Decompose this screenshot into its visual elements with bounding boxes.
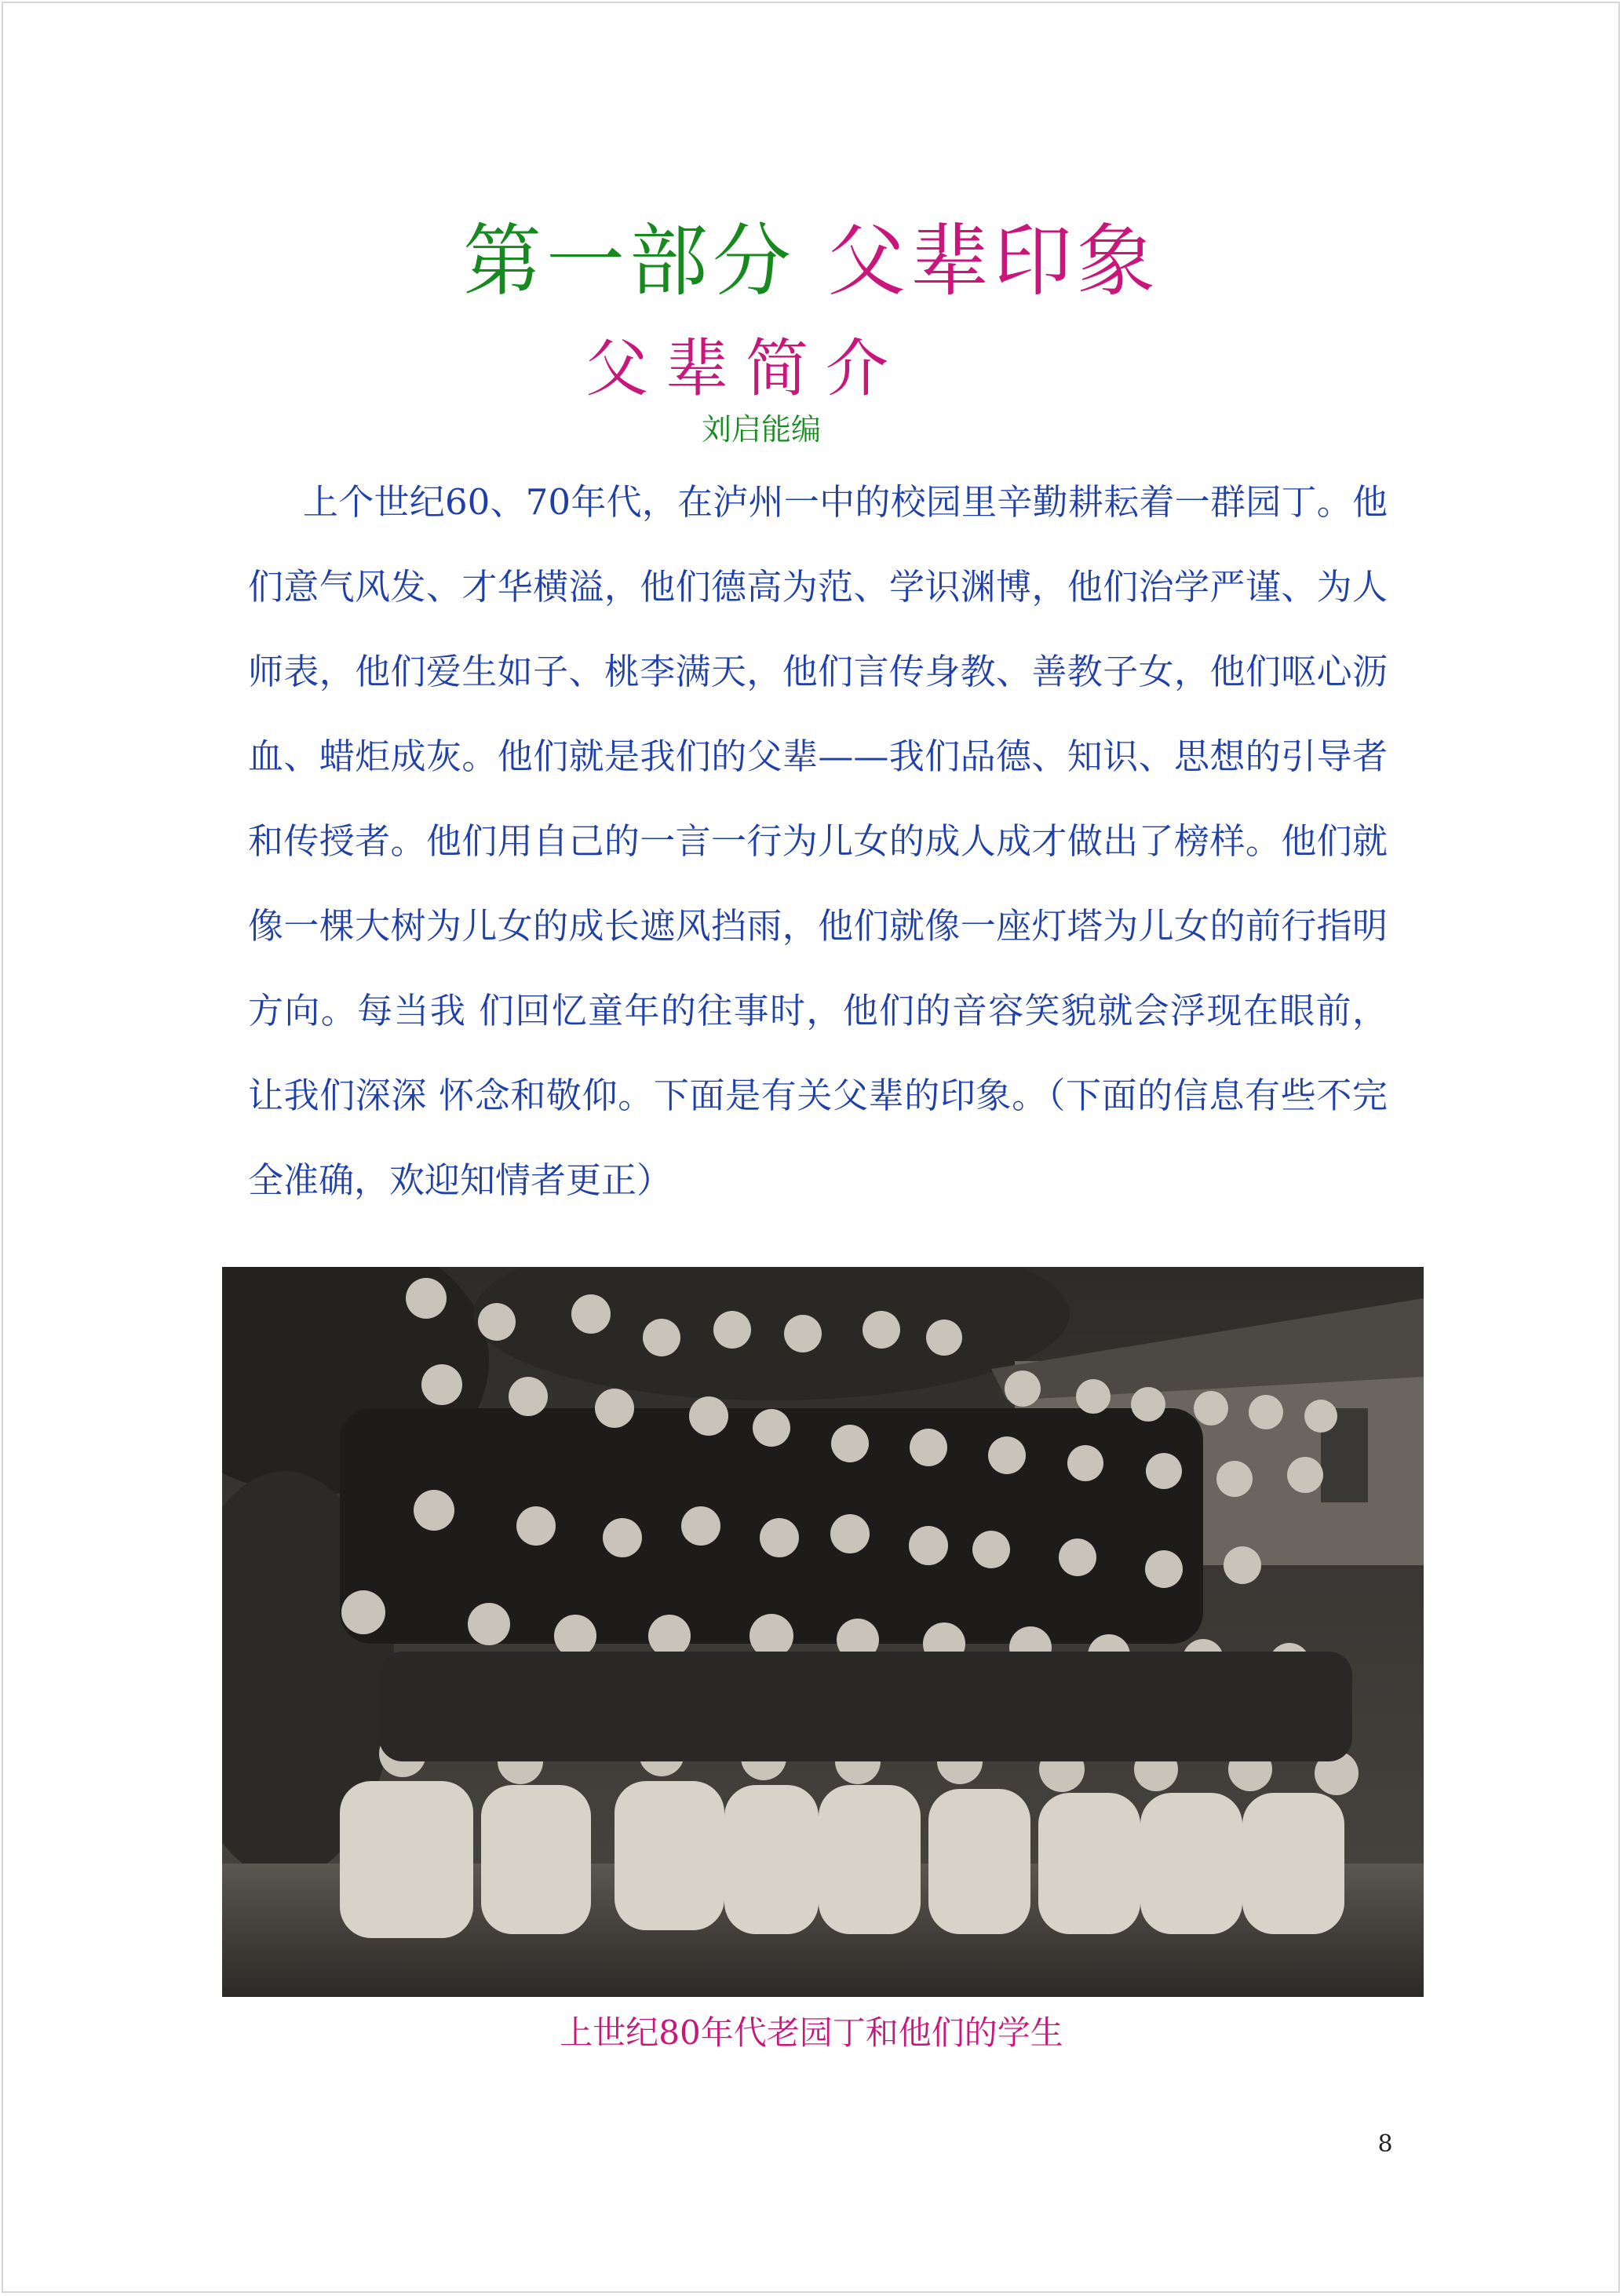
part-heading [0, 210, 1623, 312]
group-photo [222, 1267, 1424, 1997]
part-number: 第一部分 [463, 215, 796, 307]
intro-paragraph: 上个世纪60、70年代，在泸州一中的校园里辛勤耕耘着一群园丁。他们意气风发、才华横溢，他们德高为范、学识渊博，他们治学严谨、为人师表，他们爱生如子、桃李满天，他们言传身教、善教子女，他们呕心沥血、蜡炬成灰。他们就是我们的父辈——我们品德、知识、思想的引导者和传授者。他们用自己的一言一行为儿女的成人成才做出了榜样。他们就像一棵大树为儿女的成长遮风挡雨，他们就像一座灯塔为儿女的前行指明方向。每当我 们回忆童年的往事时，他们的音容笑貌就会浮现在眼前，让我们深深 怀念和敬仰。下面是有关父辈的印象。（下面的信息有些不完全准确，欢迎知情者更正） [248, 481, 1388, 1201]
part-name: 父辈印象 [827, 215, 1160, 307]
photo-caption: 上世纪80年代老园丁和他们的学生 [560, 2013, 1063, 2052]
section-title: 父辈简介 [585, 332, 906, 405]
group-photo-image [222, 1267, 1424, 1997]
page-number: 8 [1377, 2130, 1393, 2158]
author-credit: 刘启能编 [701, 412, 821, 447]
